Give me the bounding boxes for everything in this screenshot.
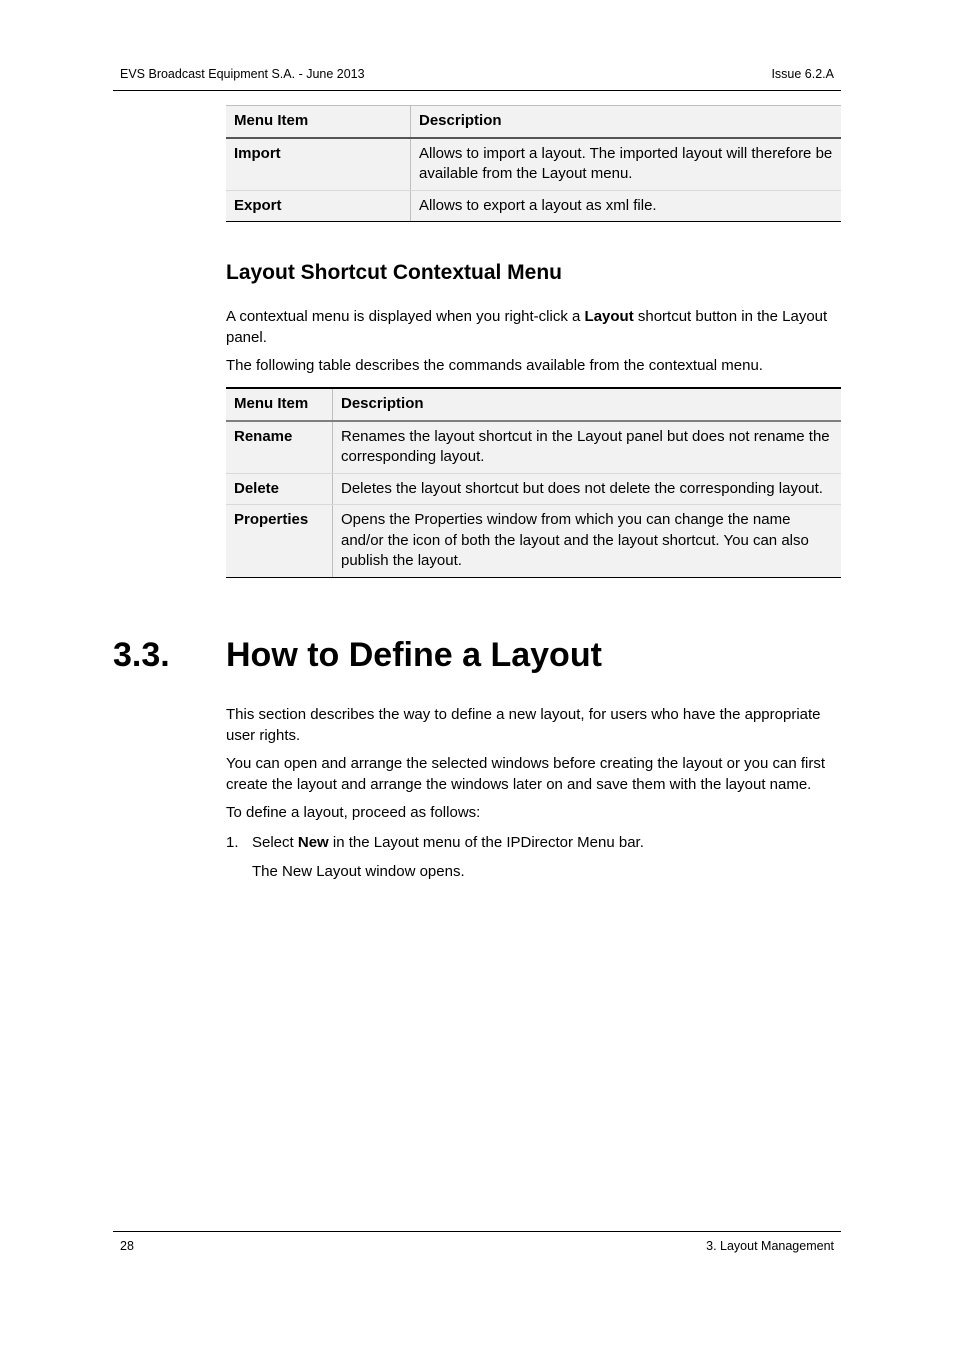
menu-item-name: Delete (226, 473, 333, 505)
table-row (226, 421, 841, 474)
column-header-menu-item: Menu Item (226, 106, 411, 138)
paragraph: To define a layout, proceed as follows: (226, 804, 481, 821)
menu-items-table (226, 105, 841, 222)
column-header-menu-item: Menu Item (226, 388, 333, 421)
table-header-row (226, 106, 841, 138)
menu-item-name: Rename (226, 421, 333, 474)
step-result: The New Layout window opens. (252, 863, 465, 880)
paragraph (226, 307, 841, 348)
table-row (226, 473, 841, 505)
text-run: in the Layout menu of the IPDirector Menu bar. (328, 834, 644, 851)
menu-item-name: Properties (226, 505, 333, 578)
table-header-row (226, 388, 841, 421)
column-header-description: Description (333, 388, 842, 421)
text-run: A contextual menu is displayed when you right-click a (226, 308, 585, 325)
section-title: How to Define a Layout (226, 636, 602, 674)
table-row (226, 138, 841, 191)
menu-item-name: Import (226, 138, 411, 191)
define-layout-body (226, 705, 841, 824)
page-footer (113, 1231, 841, 1253)
shortcut-intro (226, 307, 841, 377)
step-number: 1. (226, 834, 239, 851)
menu-item-description: Renames the layout shortcut in the Layout panel but does not rename the corresponding layout. (333, 421, 842, 474)
header-issue: Issue 6.2.A (771, 67, 834, 81)
text-run: shortcut button in the Layout panel. (226, 308, 828, 346)
table-row (226, 190, 841, 222)
page-header (113, 64, 841, 91)
section-number: 3.3. (113, 636, 170, 674)
shortcut-commands-table (226, 387, 841, 578)
chapter-name: 3. Layout Management (706, 1239, 834, 1253)
bold-term: Layout (584, 308, 634, 325)
text-run: Select (252, 834, 298, 851)
header-publisher: EVS Broadcast Equipment S.A. - June 2013 (120, 67, 365, 81)
menu-item-description: Opens the Properties window from which you can change the name and/or the icon of both the layout and the layout shortcut. You can also publish the layout. (333, 505, 842, 578)
bold-term: New (297, 834, 329, 851)
menu-item-description: Allows to import a layout. The imported layout will therefore be available from the Layout menu. (411, 138, 842, 191)
column-header-description: Description (411, 106, 842, 138)
page-number: 28 (120, 1239, 134, 1253)
paragraph: You can open and arrange the selected windows before creating the layout or you can first create the layout and arrange the windows later on and save them with the layout name. (226, 755, 825, 793)
menu-item-description: Deletes the layout shortcut but does not delete the corresponding layout. (333, 473, 842, 505)
menu-item-name: Export (226, 190, 411, 222)
paragraph: The following table describes the commands available from the contextual menu. (226, 357, 763, 374)
menu-item-description: Allows to export a layout as xml file. (411, 190, 842, 222)
paragraph: This section describes the way to define a new layout, for users who have the appropriate user rights. (226, 706, 821, 744)
step-text (252, 833, 644, 854)
table-row (226, 505, 841, 578)
subsection-title: Layout Shortcut Contextual Menu (226, 261, 562, 284)
